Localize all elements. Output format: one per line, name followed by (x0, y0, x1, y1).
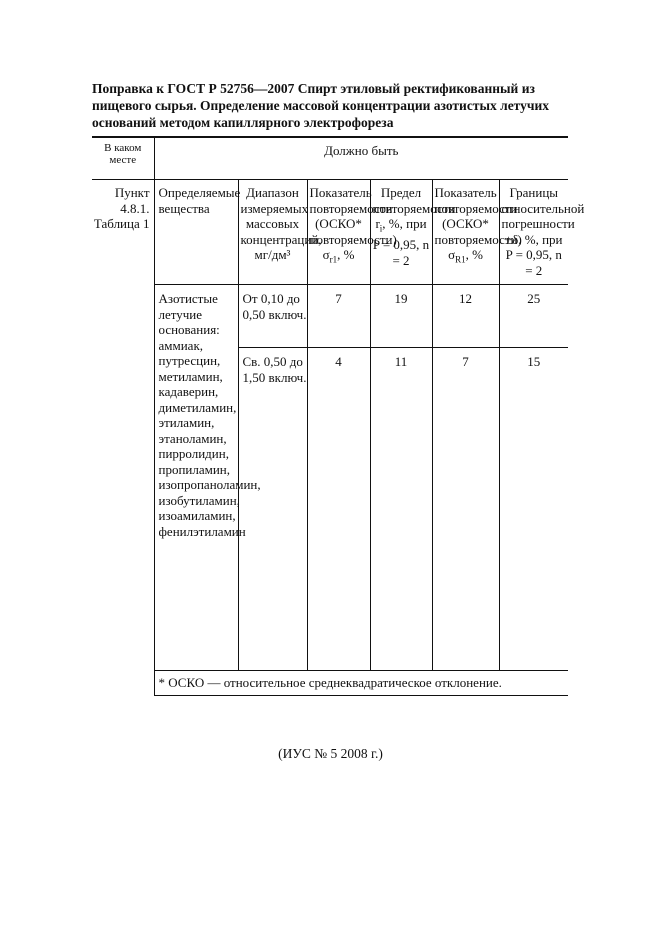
table-header-row (92, 137, 568, 180)
col-range: Диапазон измеряемых массовых концентраций, мг/дм³ (238, 180, 307, 285)
footnote-row (92, 671, 568, 696)
amendment-table (92, 137, 585, 696)
col-limit-rest: , %, при P = 0,95, n = 2 (372, 216, 430, 268)
row1-range: От 0,10 до 0,50 включ. (238, 285, 307, 348)
row1-limit: 19 (370, 285, 432, 348)
row2-range: Св. 0,50 до 1,50 включ. (238, 348, 307, 671)
col-reproducibility-sub: R1 (455, 254, 466, 265)
col-bounds: Границы относительной погрешности ±δ, %, при P = 0,95, n = 2 (499, 180, 568, 285)
row1-repeatability: 7 (307, 285, 370, 348)
col-repeatability-text: Показатель повторяемости (ОСКО* повторяемости) σ (309, 185, 397, 262)
row2-reproducibility: 7 (432, 348, 499, 671)
row1-bounds: 25 (499, 285, 568, 348)
col-limit-text: Предел повторяемости r (372, 185, 456, 231)
header-should-be: Должно быть (154, 137, 568, 180)
col-reproducibility-text: Показатель повторяемости (ОСКО* повторяемости) σ (434, 185, 522, 262)
place-cell: Пункт 4.8.1. Таблица 1 (92, 180, 154, 696)
col-reproducibility (432, 180, 522, 285)
header-where: В каком месте (92, 137, 154, 180)
footnote: * ОСКО — относительное среднеквадратическое отклонение. (154, 671, 568, 696)
column-header-row (92, 180, 568, 285)
title-line-1: Поправка к ГОСТ Р 52756—2007 Спирт этиловый ректификованный из (92, 81, 535, 96)
col-limit-sub: i (379, 223, 383, 234)
substance-list: Азотистые летучие основания: аммиак, путресцин, метиламин, кадаверин, диметиламин, этиламин, этаноламин, пирролидин, пропиламин, изопропаноламин, изобутиламин, изоамиламин, фенилэтиламин (158, 291, 261, 539)
row2-bounds: 15 (499, 348, 568, 671)
reference: (ИУС № 5 2008 г.) (278, 746, 383, 761)
col-substance: Определяемые вещества (154, 180, 238, 285)
row2-repeatability: 4 (307, 348, 370, 671)
col-repeatability (307, 180, 397, 285)
col-repeatability-unit: , % (337, 247, 355, 262)
document-title (92, 80, 568, 131)
title-line-2: пищевого сырья. Определение массовой концентрации азотистых летучих (92, 98, 550, 113)
row2-limit: 11 (370, 348, 432, 671)
col-reproducibility-unit: , % (465, 247, 483, 262)
table-row (92, 285, 568, 348)
col-limit (370, 180, 456, 285)
title-line-3: оснований методом капиллярного электрофореза (92, 115, 394, 130)
row1-reproducibility: 12 (432, 285, 499, 348)
col-repeatability-sub: r1 (329, 254, 338, 265)
